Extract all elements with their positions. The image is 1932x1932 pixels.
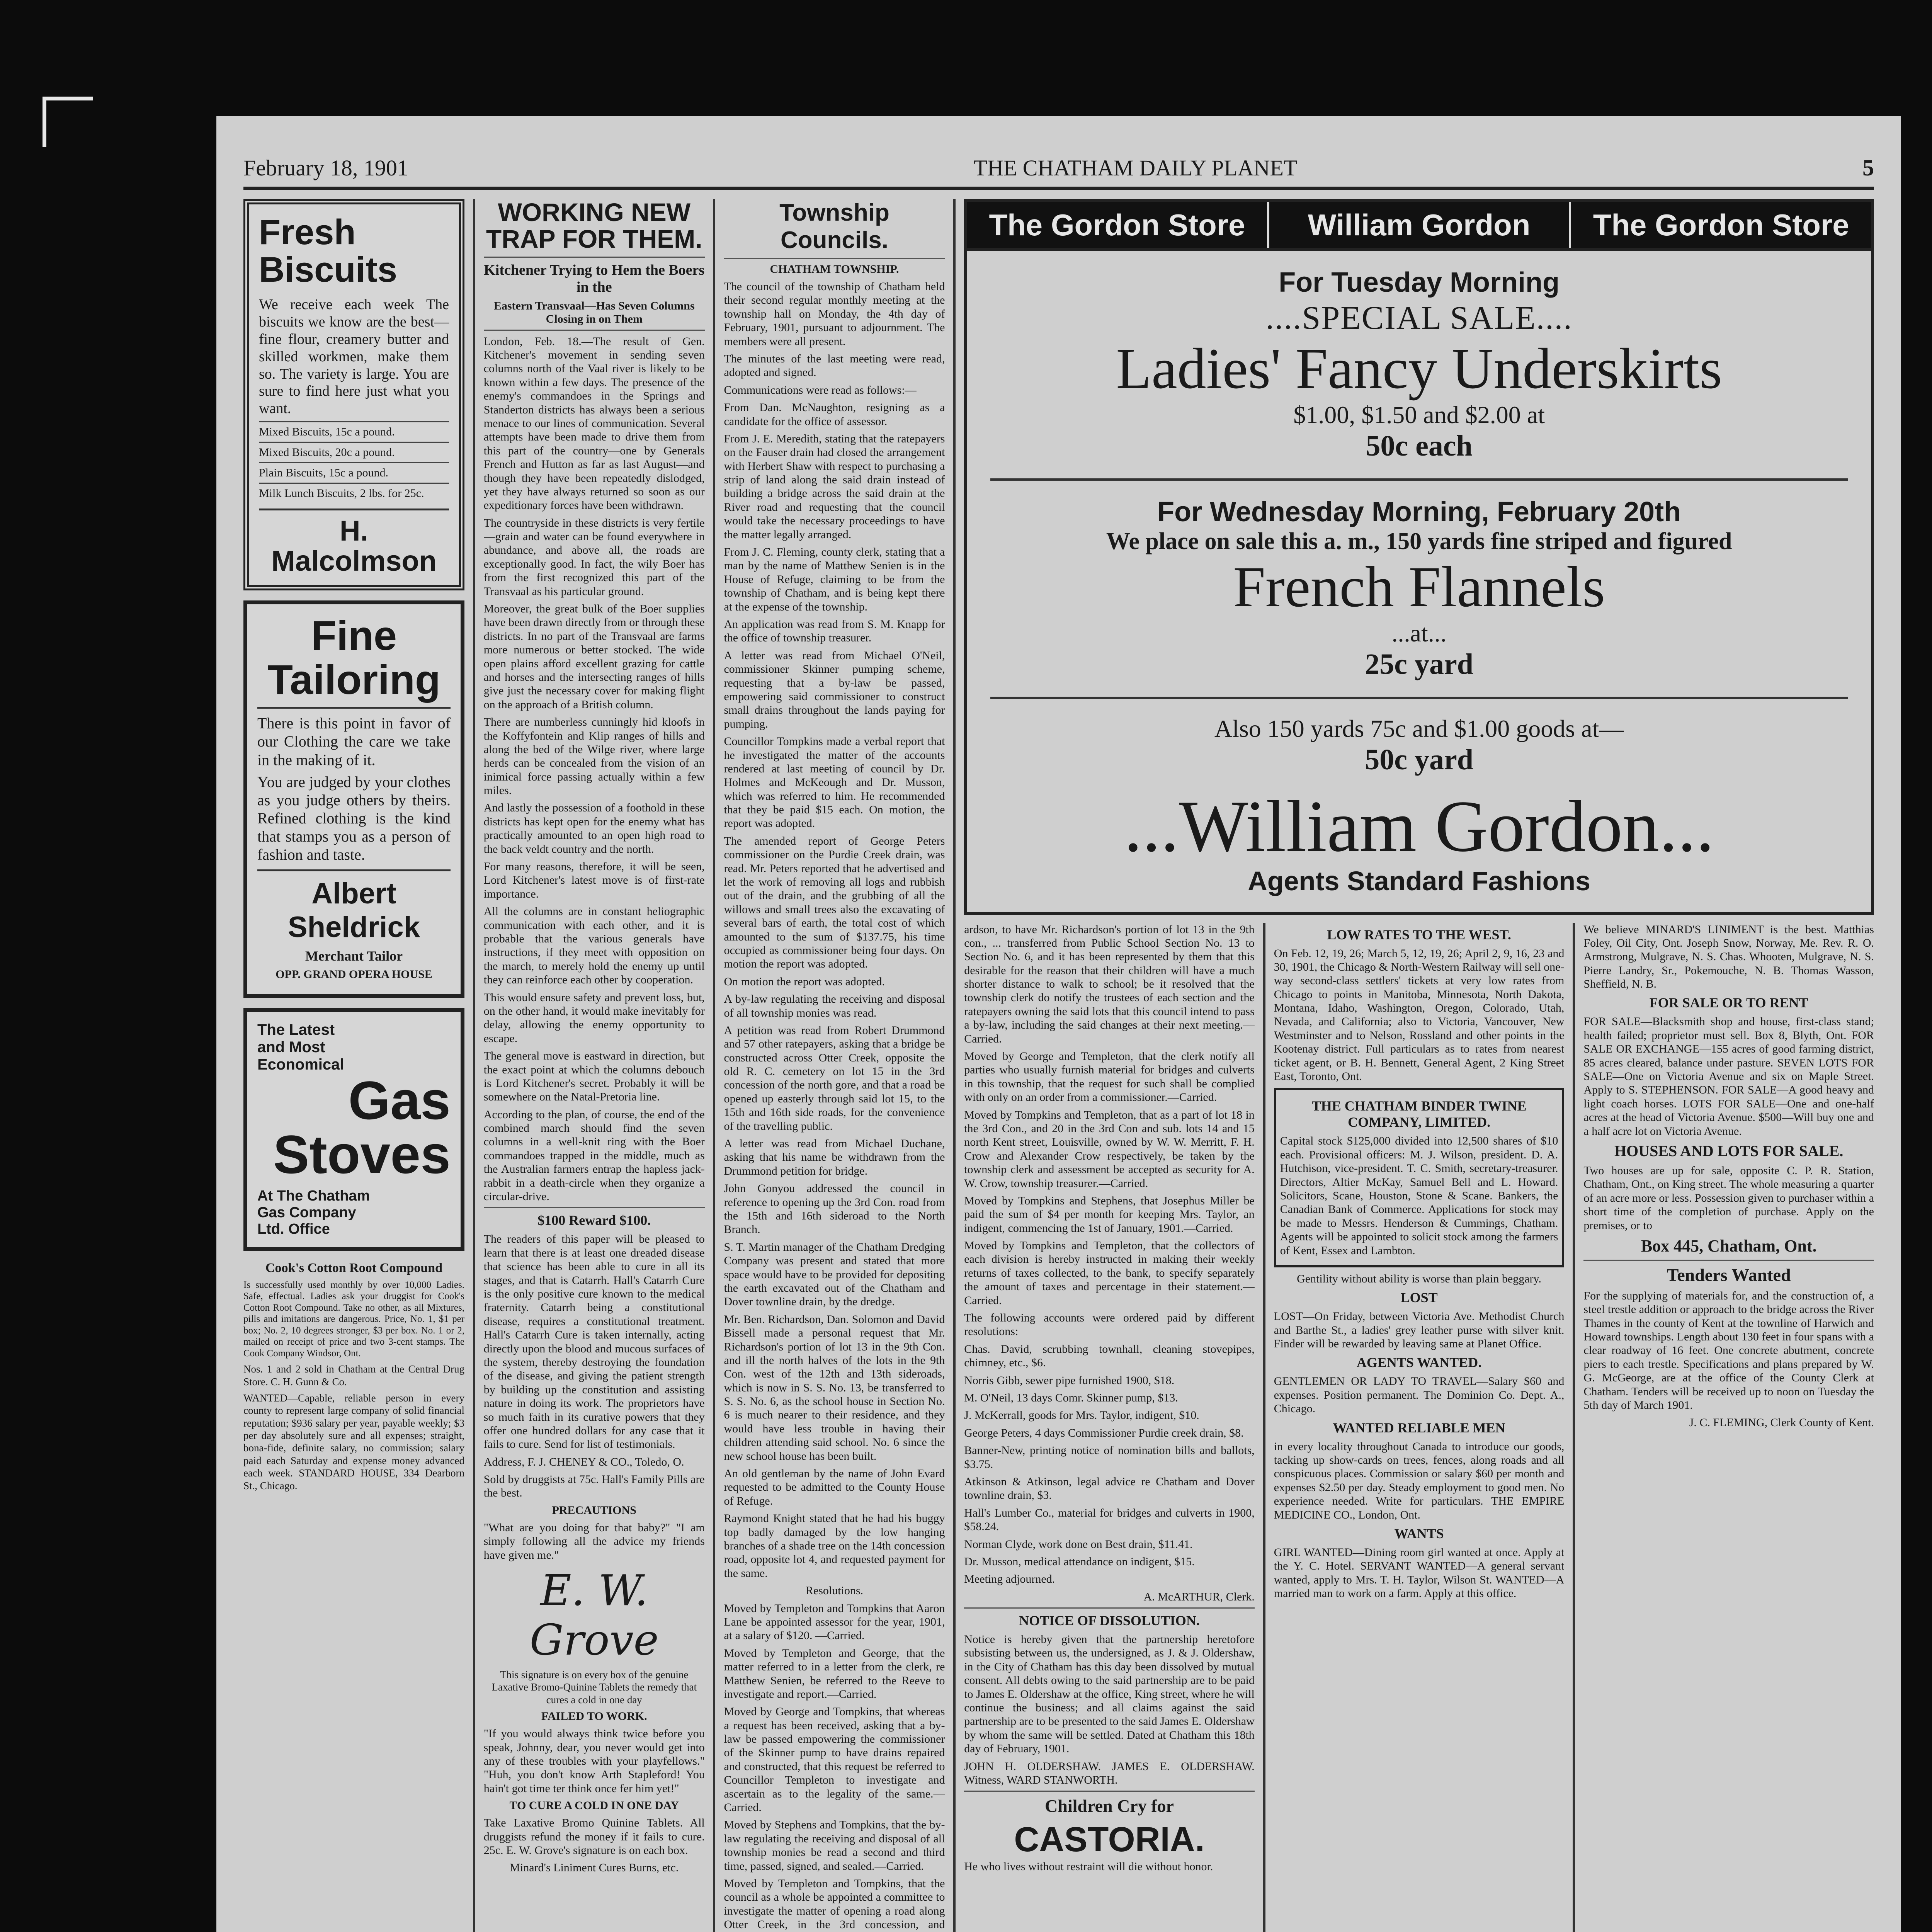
account-item: J. McKerrall, goods for Mrs. Taylor, indigent, $10. [964,1409,1199,1422]
william-gordon-name: ...William Gordon... [1124,786,1714,867]
council-paragraph: Mr. Ben. Richardson, Dan. Solomon and David Bissell made a personal request that Mr. Richardson's portion of lot 13 in the 9th Con. and ill the north halves of the lots in the 9th Con. west of the 12th and 13th sideroads, which is now in S. S. No. 13, be transferred to S. S. No. 6, as the school house in Section No. 6 is much nearer to their residence, and they would have less trouble in having their children attending said school. No. 6 since the new school house has been built. [724,1313,945,1463]
account-item: George Peters, 4 days Commissioner Purdie creek drain, $8. [964,1426,1244,1439]
account-item: M. O'Neil, 13 days Comr. Skinner pump, $13. [964,1391,1178,1404]
also-goods: Also 150 yards 75c and $1.00 goods at— [1214,715,1624,742]
council-paragraph: From Dan. McNaughton, resigning as a candidate for the office of assessor. [724,401,945,428]
agents-body: GENTLEMEN OR LADY TO TRAVEL—Salary $60 and expenses. Position permanent. The Dominion Co. Dept. A., Chicago. [1274,1375,1565,1415]
page-content [216,116,1901,1932]
tailor-name: Albert Sheldrick [287,877,420,944]
reward-body: The readers of this paper will be pleased to learn that there is at least one dreaded disease that science has been able to cure in all its stages, and that is Catarrh. Hall's Catarrh Cure is the only positive cure known to the medical fraternity. Catarrh being a constitutional disease, requires a constitutional treatment. Hall's Catarrh Cure is taken internally, acting directly upon the blood and mucous surfaces of the system, thereby destroying the foundation of the disease, and giving the patient strength by building up the constitution and assisting nature in doing its work. The proprietors have so much faith in its curative powers that they offer one hundred dollars for any case that it fails to cure. Send for list of testimonials. [483,1233,705,1451]
gas-title: Gas Stoves [273,1070,451,1185]
cotton-body: Is successfully used monthly by over 10,000 Ladies. Safe, effectual. Ladies ask your druggist for Cook's Cotton Root Compound. Take no other, as all Mixtures, pills and imitations are dangerous. Price, No. 1, $1 per box; No. 2, 10 degrees stronger, $3 per box. No. 1 or 2, mailed on receipt of price and two 3-cent stamps. The Cook Company Windsor, Ont. [243,1279,465,1359]
banner-cell: The Gordon Store [967,202,1269,248]
castoria-title: CASTORIA. [1014,1820,1205,1859]
underskirts: Ladies' Fancy Underskirts [1116,337,1722,401]
crop-mark-top-left [43,97,93,147]
account-item: Chas. David, scrubbing townhall, cleaning stovepipes, chimney, etc., $6. [964,1342,1255,1369]
cold-body: Take Laxative Bromo Quinine Tablets. All druggists refund the money if it fails to cure. 25c. E. W. Grove's signature is on each box. [483,1816,705,1857]
divider [259,509,449,510]
wanted-ad: WANTED—Capable, reliable person in every county to represent large company of solid financial reputation; $936 salary per year, payable weekly; $3 per day absolutely sure and all expenses; straight, bona-fide, definite salary, no commission; salary paid each Saturday and expense money advanced each week. STANDARD HOUSE, 334 Dearborn St., Chicago. [243,1392,465,1492]
clerk-signature: A. McARTHUR, Clerk. [1143,1590,1255,1603]
column-council-continued [964,923,1255,1932]
council-paragraph: On motion the report was adopted. [724,975,885,988]
flannel-intro: We place on sale this a. m., 150 yards fine striped and figured [1106,528,1732,554]
column-council [724,199,945,1932]
account-item: Banner-New, printing notice of nomination bills and ballots, $3.75. [964,1444,1255,1471]
price-item: Mixed Biscuits, 15c a pound. [259,421,449,442]
wanted-body: in every locality throughout Canada to introduce our goods, tacking up show-cards on trees, fences, along roads and all conspicuous places. Commission or salary $60 per month and expenses $2.50 per day. Steady employment to good men. No experience needed. Write for particulars. THE EMPIRE MEDICINE CO., London, Ont. [1274,1440,1565,1521]
council-continued: Moved by Tompkins and Templeton, that the collectors of each division is hereby instructed in making their weekly returns of taxes collected, to the bank, to specify separately the amount of taxes and percentage in their statement.—Carried. [964,1239,1255,1307]
wants-title: WANTS [1394,1526,1444,1541]
council-paragraph: Raymond Knight stated that he had his buggy top badly damaged by the low hanging branches of a shade tree on the 14th concession road, opposite lot 4, and requested payment for the same. [724,1512,945,1580]
column-rule [953,199,956,1932]
liniment-note: Minard's Liniment Cures Burns, etc. [510,1861,679,1874]
column-rule [1263,923,1265,1932]
precautions-body: "What are you doing for that baby?" "I am simply following all the advice my friends have given me." [483,1521,705,1561]
twine-body: Capital stock $125,000 divided into 12,500 shares of $10 each. Provisional officers: M. J. Wilson, president. D. A. Hutchison, vice-president. T. C. Smith, secretary-treasurer. Directors, Altier McKay, Samuel Bell and L. Howard. Solicitors, Scane, Houston, Stone & Scane. Bankers, the Canadian Bank of Commerce. Applications for stock may be made to Messrs. Henderson & Cummings, Chatham. Agents will be appointed to solicit stock among the farmers of Kent, Essex and Lambton. [1280,1134,1558,1257]
price-item: Milk Lunch Biscuits, 2 lbs. for 25c. [259,483,449,503]
tailor-address: OPP. GRAND OPERA HOUSE [276,968,432,981]
council-continued: The following accounts were ordered paid by different resolutions: [964,1311,1255,1338]
french-flannels: French Flannels [1233,555,1605,619]
biscuits-seller: H. Malcolmson [271,514,437,577]
dissolution-title: NOTICE OF DISSOLUTION. [1019,1613,1200,1629]
gas-stoves-ad [243,1008,464,1251]
council-paragraph: John Gonyou addressed the council in reference to opening up the 3rd Con. road from the 15th and 16th sideroad to the North Branch. [724,1182,945,1236]
council-paragraph: S. T. Martin manager of the Chatham Dredging Company was present and stated that more space would have to be provided for depositing the earth excavated out of the Chatham and Dover townline drain, by the dredge. [724,1240,945,1308]
at-label: ...at... [1391,619,1447,647]
council-paragraph: An application was read from S. M. Knapp for the office of township treasurer. [724,617,945,645]
tuesday-heading: For Tuesday Morning [1279,267,1560,298]
account-item: Hall's Lumber Co., material for bridges and culverts in 1900, $58.24. [964,1506,1255,1533]
council-continued: Moved by George and Templeton, that the clerk notify all parties who usually furnish material for bridges and culverts in this township, that the request for such shall be complied with only on an order from a commissioner.—Carried. [964,1050,1255,1104]
banner-cell: The Gordon Store [1593,208,1849,242]
minard-testimonial: We believe MINARD'S LINIMENT is the best. Matthias Foley, Oil City, Ont. Joseph Snow, Norway, Me. Rev. R. O. Armstrong, Mulgrave, N. S. Chas. Whooten, Mulgrave, N. S. Pierre Landry, Sr., Pokemouche, N. B. Thomas Wasson, Sheffield, N. B. [1583,923,1874,991]
divider [484,330,705,331]
council-paragraph: From J. C. Fleming, county clerk, stating that a man by the name of Matthew Senien is in the House of Refuge, claiming to be from the township of Chatham, and is being kept there at the expense of the township. [724,546,945,613]
council-paragraph: A petition was read from Robert Drummond and 57 other ratepayers, asking that a bridge be constructed across Otter Creek, opposite the old R. C. cemetery on lot 15 in the 3rd concession of the north gore, and that a road be opened up easterly through said lot 15, to the 15th and 16th side roads, for the convenience of the travelling public. [724,1024,945,1133]
running-head [243,155,1874,190]
page-number: 5 [1862,155,1874,180]
failed-body: "If you would always think twice before you speak, Johnny, dear, you never would get into any of these troubles with your playfellows." "Huh, you don't know Arth Stapleford! You hain't got time ter think once fer him yet!" [483,1727,705,1795]
column-rule [713,199,716,1932]
column-sales [1583,923,1874,1932]
agents-standard-fashions: Agents Standard Fashions [1248,866,1590,896]
tailoring-body-2: You are judged by your clothes as you judge others by theirs. Refined clothing is the kind that stamps you as a person of fashion and taste. [257,773,451,864]
council-continued: Moved by Tompkins and Stephens, that Josephus Miller be paid the sum of $4 per month for keeping Mrs. Taylor, an indigent, commencing the 1st of January, 1901.—Carried. [964,1194,1255,1235]
article-paragraph: The general move is eastward in direction, but the exact point at which the columns debouch is Lord Kitchener's secret. Probably it will be somewhere on the Natal-Pretoria line. [483,1049,705,1104]
divider [990,478,1848,481]
council-paragraph: Moved by Templeton and George, that the matter referred to in a letter from the clerk, re Matthew Senien, be referred to the Reeve to investigate and report.—Carried. [724,1646,945,1701]
account-item: Norris Gibb, sewer pipe furnished 1900, $18. [964,1374,1175,1387]
council-paragraph: Moved by Stephens and Tompkins, that the by-law regulating the receiving and disposal of all township monies be read a second and third time, passed, signed, and sealed.—Carried. [724,1818,945,1872]
council-paragraph: The amended report of George Peters commissioner on the Purdie Creek drain, was read. Mr. Peters reported that he advertised and let the work of removing all logs and rubbish out of the drain, and the grubbing of all the willows and small trees also the excavating of several bars of earth, the total cost of which amounted to the sum of $137.75, his time occupied as commissioner being four days. On motion the report was adopted. [724,834,945,971]
price-item: Mixed Biscuits, 20c a pound. [259,442,449,462]
grove-signature: E. W. Grove [529,1566,659,1665]
banner-cell: William Gordon [1269,202,1571,248]
article-paragraph: For many reasons, therefore, it will be seen, Lord Kitchener's latest move is of first-rate importance. [483,860,705,900]
tailor-role: Merchant Tailor [305,948,403,964]
special-sale: ....SPECIAL SALE.... [1265,299,1573,336]
divider [1583,1260,1874,1261]
biscuits-ad [243,199,464,590]
divider [484,1207,705,1208]
council-paragraph: A by-law regulating the receiving and disposal of all township monies was read. [724,993,945,1019]
column-ads-left [243,199,464,1932]
council-sub: CHATHAM TOWNSHIP. [770,263,899,276]
council-paragraph: Communications were read as follows:— [724,383,917,396]
gas-office: At The Chatham Gas Company Ltd. Office [257,1187,370,1237]
biscuits-body: We receive each week The biscuits we know are the best—fine flour, creamery butter and skilled workmen, make them so. The variety is large. You are sure to find here just what you want. [259,296,449,417]
column-war-news [484,199,705,1932]
newspaper-page [216,116,1901,1932]
wants-body: GIRL WANTED—Dining room girl wanted at once. Apply at the Y. C. Hotel. SERVANT WANTED—A general servant wanted, apply to Mrs. T. H. Taylor, Wilson St. WANTED—A married man to work on a farm. Apply at this office. [1274,1546,1565,1600]
reward-footer: Sold by druggists at 75c. Hall's Family Pills are the best. [483,1473,705,1500]
column-rule [1573,923,1575,1932]
article-paragraph: All the columns are in constant heliographic communication with each other, and it is probable that the various generals have instructions, if they meet with opposition on the march, to merely hold the enemy up until they can reinforce each other by cooperation. [483,905,705,986]
forsale-title: FOR SALE OR TO RENT [1649,995,1808,1011]
account-item: Dr. Musson, medical attendance on indigent, $15. [964,1555,1195,1568]
adjourned: Meeting adjourned. [964,1573,1055,1586]
gordon-store-banner [964,199,1874,251]
cotton-title: Cook's Cotton Root Compound [265,1260,443,1275]
divider [724,258,945,259]
account-item: Atkinson & Atkinson, legal advice re Chatham and Dover townline drain, $3. [964,1475,1255,1502]
twine-title: THE CHATHAM BINDER TWINE COMPANY, LIMITED. [1311,1098,1527,1130]
biscuits-title: Fresh Biscuits [259,213,397,289]
gordon-and-lower-section [964,199,1874,1932]
underskirt-sale-price: 50c each [1366,430,1473,462]
reward-address: Address, F. J. CHENEY & CO., Toledo, O. [483,1455,684,1468]
wanted-title: WANTED RELIABLE MEN [1333,1420,1505,1435]
reward-title: $100 Reward $100. [537,1213,651,1228]
paper-title: THE CHATHAM DAILY PLANET [973,155,1298,180]
lost-title: LOST [1400,1290,1438,1306]
council-paragraph: From J. E. Meredith, stating that the ratepayers on the Fauser drain had closed the arrangement with Herbert Shaw with respect to purchasing a strip of land along the said drain instead of building a bridge across the said drain at the River road and requesting that the council would take the necessary proceedings to have the matter legally arranged. [724,432,945,541]
council-continued: Moved by Tompkins and Templeton, that as a part of lot 18 in the 3rd Con., and 20 in the 3rd Con and sub. lots 14 and 15 north Kent street, Louisville, owned by W. W. Merritt, F. H. Crow and Alexander Crow respectively, be taken by the township clerk and assessment be accepted as security for A. W. Crow, township treasurer.—Carried. [964,1108,1255,1190]
council-paragraph: Councillor Tompkins made a verbal report that he investigated the matter of the accounts rendered at last meeting of council by Dr. Holmes and McKeough and Dr. Musson, which was referred to him. He recommended that they be paid $15 each. On motion, the report was adopted. [724,735,945,830]
tailoring-ad [243,600,464,998]
tailoring-body-1: There is this point in favor of our Clothing the care we take in the making of it. [257,714,451,769]
headline-council: Township Councils. [779,199,889,253]
article-paragraph: The countryside in these districts is very fertile—grain and water can be found everywhere in abundance, and above all, the roads are exceptionally good. In fact, the wily Boer has from the first recognized this part of the Transvaal as his particular ground. [483,516,705,598]
article-paragraph: There are numberless cunningly hid kloofs in the Koffyfontein and Klip ranges of hills and along the bed of the Wilge river, where large herds can be concealed from the vision of an inimical force passing actually within a few miles. [483,716,705,797]
deck-1: Kitchener Trying to Hem the Boers in the [484,262,705,295]
article-paragraph: Moreover, the great bulk of the Boer supplies have been drawn directly from or through these districts. In no part of the Transvaal are farms more numerous or better stocked. The wide open plains afford excellent grazing for cattle and horses and the intersecting ranges of hills give just the necessary cover for making flight on the approach of a British column. [483,602,705,711]
gordon-sale-ad [964,251,1874,915]
article-paragraph: London, Feb. 18.—The result of Gen. Kitchener's movement in sending seven columns north of the Vaal river is likely to be known within a few days. The presence of the enemy's commandoes in the Springs and Standerton districts has always been a serious menace to our lines of communication. Several attempts have been made to drive them from this part of the country—one by Generals French and Hutton as far as last August—and though they have been repeatedly dislodged, yet they have always returned so soon as our expeditionary forces have been withdrawn. [483,335,705,512]
failed-title: FAILED TO WORK. [541,1710,647,1723]
lost-body: LOST—On Friday, between Victoria Ave. Methodist Church and Barthe St., a ladies' grey leather purse with silver knit. Finder will be rewarded by leaving same at Planet Office. [1274,1310,1565,1350]
tailoring-title: Fine Tailoring [267,612,440,703]
council-continued: ardson, to have Mr. Richardson's portion of lot 13 in the 9th con., ... transferred from Public School Section No. 13 to Section No. 6, and it has been represented by them that this desirable for the reason that their children will have a much shorter distance to walk to school; be it resolved that the township clerk do notify the trustees of each section and the ratepayers owning the said lots that this council intend to pass a by-law, including the said changes at their next meeting.—Carried. [964,923,1255,1045]
castoria-footer: He who lives without restraint will die without honor. [964,1860,1213,1873]
houses-title: HOUSES AND LOTS FOR SALE. [1614,1142,1844,1160]
castoria-lead: Children Cry for [1045,1796,1174,1816]
council-paragraph: A letter was read from Michael Duchane, asking that his name be withdrawn from the Drummond petition for bridge. [724,1137,945,1177]
divider [990,697,1848,699]
column-rule [473,199,475,1932]
council-paragraph: Moved by George and Tompkins, that whereas a request has been received, asking that a by-law be passed empowering the commissioner of the Skinner pump to have drains repaired and constructed, that this request be referred to Councillor Templeton to investigate and ascertain as to the legality of the same.—Carried. [724,1705,945,1814]
article-paragraph: According to the plan, of course, the end of the combined march should find the seven columns in a well-knit ring with the Boer commandoes trapped in the middle, much as the Australian farmers entrap the hapless jack-rabbit in a death-circle when they organize a circular-drive. [483,1108,705,1203]
divider [964,1791,1255,1792]
divider [484,257,705,258]
council-paragraph: The council of the township of Chatham held their second regular monthly meeting at the township hall on Monday, the 4th day of February, 1901, pursuant to adjournment. The members were all present. [724,280,945,348]
twine-ad [1274,1088,1565,1267]
column-classifieds [1274,923,1565,1932]
goods-price: 50c yard [1365,743,1473,776]
dissolution-signatures: JOHN H. OLDERSHAW. JAMES E. OLDERSHAW. Witness, WARD STANWORTH. [964,1760,1255,1786]
cotton-note: Nos. 1 and 2 sold in Chatham at the Central Drug Store. C. H. Gunn & Co. [243,1363,465,1388]
council-paragraph: A letter was read from Michael O'Neil, commissioner Skinner pumping scheme, requesting that a by-law be passed, empowering said commissioner to construct small drains throughout the lands paying for pumping. [724,649,945,730]
divider [964,1607,1255,1609]
dissolution-body: Notice is hereby given that the partnership heretofore subsisting between us, the undersigned, as J. & J. Oldershaw, in the City of Chatham has this day been dissolved by mutual consent. All debts owing to the said partnership are to be paid to James E. Oldershaw at the office, King street, where he will continue the business; and all claims against the said partnership are to be presented to the said James E. Oldershaw by whom the same will be settled. Dated at Chatham this 18th day of February, 1901. [964,1633,1255,1755]
issue-date: February 18, 1901 [243,155,408,180]
underskirt-prices: $1.00, $1.50 and $2.00 at [1293,401,1545,429]
tenders-body: For the supplying of materials for, and the construction of, a steel trestle addition or approach to the bridge across the River Thames in the county of Kent at the townline of Harwich and Howard townships. Length about 130 feet in four spans with a clear roadway of 16 feet. One concrete abutment, concrete piers to each trestle. Specifications and plans prepared by W. G. McGeorge, are at the office of the County Clerk at Chatham. Tenders will be received up to noon on Tuesday the 5th day of March 1901. [1583,1289,1874,1412]
council-paragraph: An old gentleman by the name of John Evard requested to be admitted to the County House of Refuge. [724,1467,945,1507]
gentility-note: Gentility without ability is worse than plain beggary. [1297,1272,1542,1285]
divider [257,707,451,709]
wednesday-heading: For Wednesday Morning, February 20th [1157,497,1681,527]
council-paragraph: Moved by Templeton and Tompkins, that the council as a whole be appointed a committee to investigate the matter of opening a road along Otter Creek, in the 3rd concession, and [724,1877,945,1931]
gas-lead: The Latest and Most Economical [257,1021,344,1073]
grove-note: This signature is on every box of the genuine Laxative Bromo-Quinine Tablets the remedy that cures a cold in one day [492,1669,697,1706]
tenders-signature: J. C. FLEMING, Clerk County of Kent. [1689,1416,1874,1429]
deck-2: Eastern Transvaal—Has Seven Columns Closing in on Them [493,299,695,325]
biscuits-prices [259,421,449,503]
flannel-price: 25c yard [1365,648,1473,680]
cotton-root-ad [243,1261,464,1388]
article-paragraph: And lastly the possession of a foothold in these districts has kept open for the enemy what has practically amounted to an open high road to the back veldt country and the north. [483,801,705,855]
price-item: Plain Biscuits, 15c a pound. [259,462,449,483]
account-item: Norman Clyde, work done on Best drain, $11.41. [964,1537,1193,1551]
resolutions-heading: Resolutions. [805,1584,864,1597]
headline-trap: WORKING NEW TRAP FOR THEM. [486,199,702,253]
tenders-title: Tenders Wanted [1667,1265,1791,1285]
council-paragraph: Moved by Templeton and Tompkins that Aaron Lane be appointed assessor for the year, 1901, at a salary of $120. —Carried. [724,1602,945,1642]
divider [257,869,451,871]
council-paragraph: The minutes of the last meeting were read, adopted and signed. [724,352,945,379]
article-paragraph: This would ensure safety and prevent loss, but, on the other hand, it would make inevitably for delay, allowing the enemy opportunity to escape. [483,991,705,1045]
precautions-title: PRECAUTIONS [552,1503,636,1517]
houses-body: Two houses are up for sale, opposite C. P. R. Station, Chatham, Ont., on King street. The whole measuring a quarter of an acre more or less. Possession given to purchaser within a short time of the completion of purchase. Apply on the premises, or to [1583,1164,1874,1232]
rates-body: On Feb. 12, 19, 26; March 5, 12, 19, 26; April 2, 9, 16, 23 and 30, 1901, the Chicago & North-Western Railway will sell one-way second-class settlers' tickets at very low rates from Chicago to points in Manitoba, Minnesota, North Dakota, Montana, Idaho, Washington, Oregon, Colorado, Utah, Nevada, and California; also to Victoria, Vancouver, New Westminster and to Nelson, Rossland and other points in the Kootenay district. Full particulars as to rates from nearest ticket agent, or B. H. Bennett, General Agent, 2 King Street East, Toronto, Ont. [1274,947,1565,1083]
box-address: Box 445, Chatham, Ont. [1641,1236,1817,1255]
forsale-body: FOR SALE—Blacksmith shop and house, first-class stand; health failed; proprietor must sell. Box 8, Blyth, Ont. FOR SALE OR EXCHANGE—155 acres of good farming district, 85 acres cleared, balance under pasture. SEVEN LOTS FOR SALE—One on Victoria Avenue and six on Maple Street. Apply to S. STEPHENSON. FOR SALE—A good heavy and light coach horses. LOTS FOR SALE—One and one-half acres at the head of Victoria Avenue. $500—Will buy one and a half acre lot on Victoria Avenue. [1583,1015,1874,1138]
columns [243,199,1874,1932]
cold-title: TO CURE A COLD IN ONE DAY [509,1799,679,1812]
lower-columns [964,923,1874,1932]
agents-title: AGENTS WANTED. [1356,1355,1482,1371]
rates-title: LOW RATES TO THE WEST. [1327,927,1511,942]
